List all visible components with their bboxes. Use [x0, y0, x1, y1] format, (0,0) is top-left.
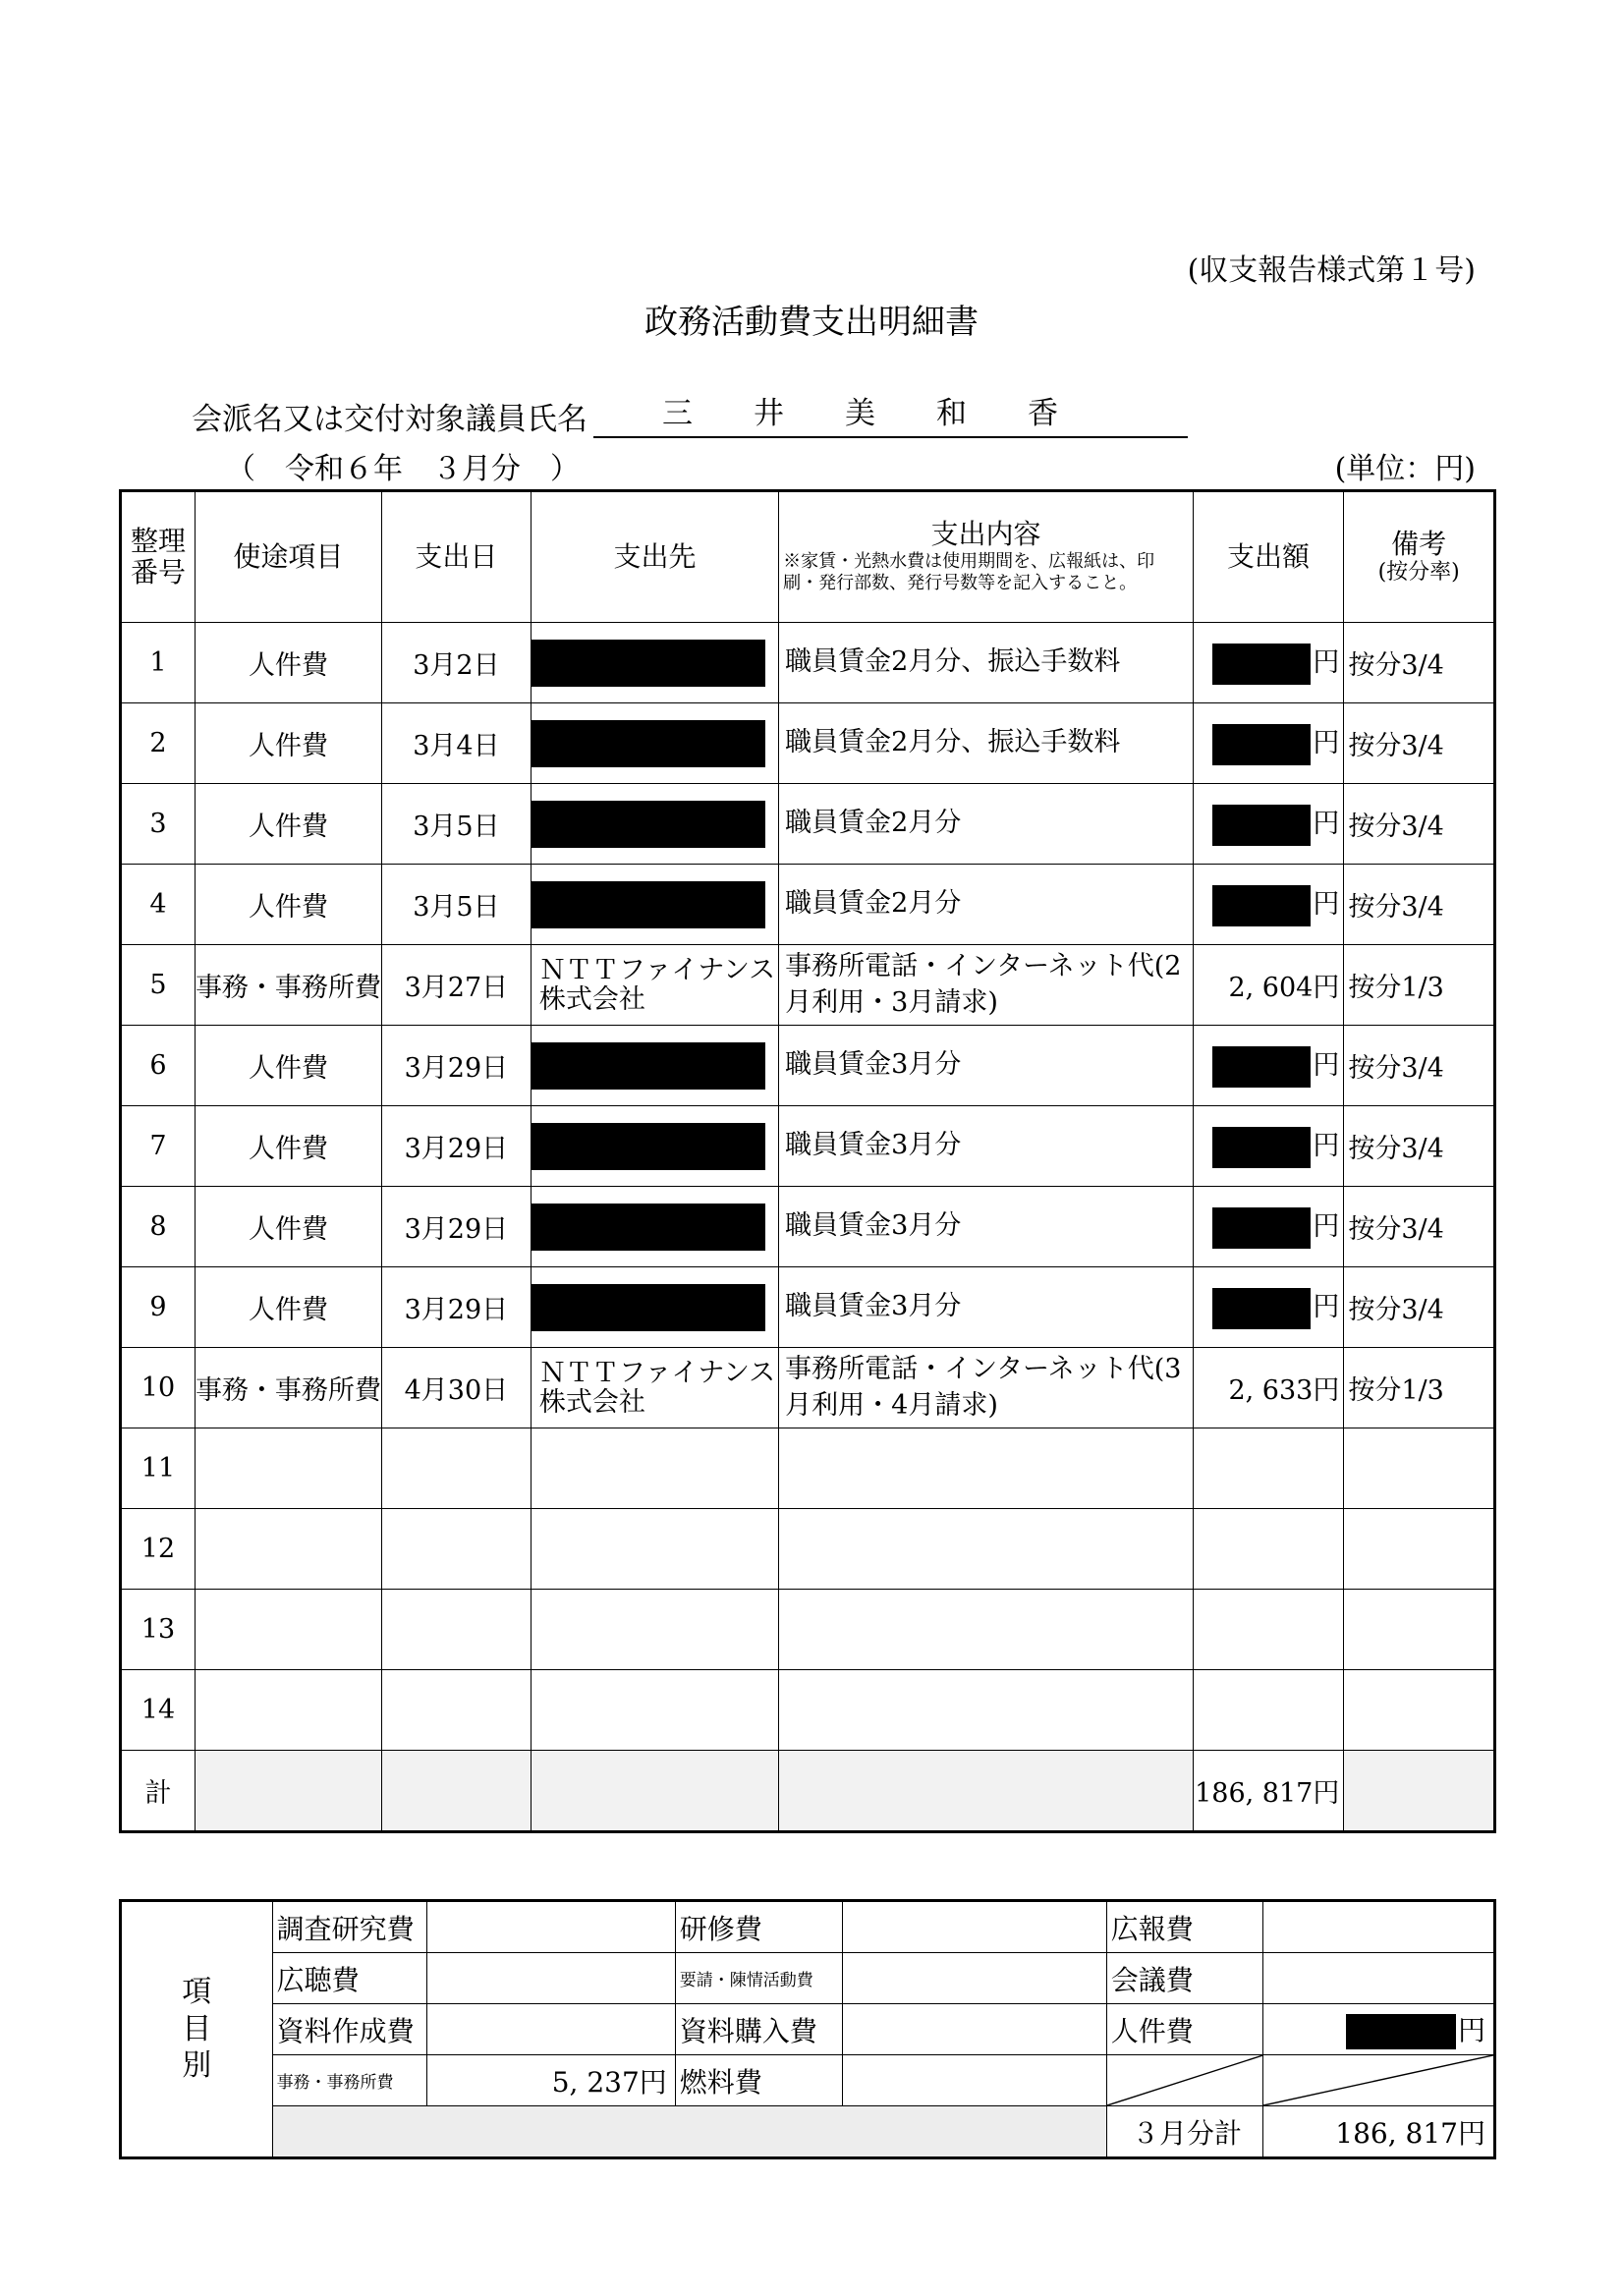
- row-note: 按分3/4: [1344, 1187, 1495, 1267]
- row-note: 按分3/4: [1344, 703, 1495, 784]
- row-amount: 円: [1193, 1026, 1344, 1106]
- table-row: [121, 1670, 1495, 1751]
- row-description: 事務所電話・インターネット代(3月利用・4月請求): [779, 1348, 1194, 1428]
- row-number: 8: [121, 1187, 196, 1267]
- row-number: 3: [121, 784, 196, 865]
- row-date: 3月5日: [381, 865, 531, 945]
- table-row: [121, 1267, 1495, 1348]
- row-payee: [531, 1187, 778, 1267]
- table-row: [121, 1348, 1495, 1428]
- row-payee: [531, 623, 778, 703]
- table-row: [121, 945, 1495, 1026]
- report-period: （ 令和６年 ３月分 ）: [226, 452, 580, 486]
- row-number: 12: [121, 1509, 196, 1590]
- row-item: [195, 1509, 381, 1590]
- summary-personnel-value: 円: [1263, 2004, 1495, 2055]
- summary-label: 人件費: [1106, 2004, 1263, 2055]
- row-description: 職員賃金3月分: [779, 1026, 1194, 1106]
- row-description: [779, 1670, 1194, 1751]
- row-date: 3月27日: [381, 945, 531, 1026]
- row-note: 按分1/3: [1344, 945, 1495, 1026]
- row-payee: [531, 865, 778, 945]
- row-date: [381, 1428, 531, 1509]
- row-number: 10: [121, 1348, 196, 1428]
- summary-label: 調査研究費: [272, 1901, 427, 1953]
- row-description: 職員賃金2月分、振込手数料: [779, 623, 1194, 703]
- document-title: 政務活動費支出明細書: [644, 303, 979, 342]
- row-number: 7: [121, 1106, 196, 1187]
- row-item: 事務・事務所費: [195, 1348, 381, 1428]
- row-date: 3月2日: [381, 623, 531, 703]
- redaction-block: [1212, 1288, 1311, 1329]
- summary-row: [121, 1953, 1495, 2004]
- row-payee: [531, 1106, 778, 1187]
- redaction-block: [1212, 1207, 1311, 1249]
- table-row: [121, 784, 1495, 865]
- row-number: 2: [121, 703, 196, 784]
- redaction-block: [1212, 1127, 1311, 1168]
- summary-label: 要請・陳情活動費: [675, 1953, 842, 2004]
- member-name-row: [192, 388, 1188, 438]
- row-item: [195, 1428, 381, 1509]
- summary-label: 事務・事務所費: [272, 2055, 427, 2106]
- month-total-value: 186, 817円: [1263, 2106, 1495, 2158]
- header-note-sub: (按分率): [1377, 560, 1460, 586]
- row-note: 按分3/4: [1344, 623, 1495, 703]
- form-number: (収支報告様式第１号): [1187, 253, 1476, 288]
- summary-label: 燃料費: [675, 2055, 842, 2106]
- summary-label: 会議費: [1106, 1953, 1263, 2004]
- row-date: [381, 1590, 531, 1670]
- row-note: [1344, 1670, 1495, 1751]
- row-note: [1344, 1509, 1495, 1590]
- summary-label: 広報費: [1106, 1901, 1263, 1953]
- month-total-label: ３月分計: [1106, 2106, 1263, 2158]
- row-item: 人件費: [195, 703, 381, 784]
- row-item: 人件費: [195, 1026, 381, 1106]
- row-date: 3月29日: [381, 1026, 531, 1106]
- table-header-row: [121, 491, 1495, 623]
- row-date: [381, 1509, 531, 1590]
- header-description: [779, 491, 1194, 623]
- row-number: 13: [121, 1590, 196, 1670]
- summary-label: 資料購入費: [675, 2004, 842, 2055]
- redaction-block: [1212, 644, 1311, 685]
- diagonal-blank-cell: [1106, 2055, 1263, 2106]
- row-payee: [531, 1428, 778, 1509]
- row-number: 5: [121, 945, 196, 1026]
- row-number: 1: [121, 623, 196, 703]
- row-payee: [531, 1026, 778, 1106]
- row-amount: 円: [1193, 865, 1344, 945]
- table-row: [121, 1509, 1495, 1590]
- summary-label: 資料作成費: [272, 2004, 427, 2055]
- redaction-block: [532, 801, 765, 848]
- summary-row: [121, 1901, 1495, 1953]
- table-row: [121, 1590, 1495, 1670]
- table-row: [121, 1106, 1495, 1187]
- row-item: [195, 1590, 381, 1670]
- summary-value: [427, 1953, 675, 2004]
- redaction-block: [532, 881, 765, 928]
- row-amount: 円: [1193, 1106, 1344, 1187]
- header-description-main: 支出内容: [930, 518, 1041, 551]
- row-item: 人件費: [195, 1106, 381, 1187]
- row-amount: [1193, 1428, 1344, 1509]
- row-description: [779, 1428, 1194, 1509]
- total-label: 計: [121, 1751, 196, 1832]
- header-no: 整理番号: [121, 491, 196, 623]
- row-description: 事務所電話・インターネット代(2月利用・3月請求): [779, 945, 1194, 1026]
- table-row: [121, 1026, 1495, 1106]
- row-amount: [1193, 1509, 1344, 1590]
- header-payee: 支出先: [531, 491, 778, 623]
- row-date: 3月29日: [381, 1106, 531, 1187]
- summary-value: [427, 1901, 675, 1953]
- row-payee: [531, 1267, 778, 1348]
- summary-value: 5, 237円: [427, 2055, 675, 2106]
- summary-label: 広聴費: [272, 1953, 427, 2004]
- header-description-note: ※家賃・光熱水費は使用期間を、広報紙は、印刷・発行部数、発行号数等を記入すること。: [783, 550, 1155, 594]
- redaction-block: [532, 1042, 765, 1090]
- row-amount: [1193, 1590, 1344, 1670]
- row-item: 人件費: [195, 623, 381, 703]
- table-row: [121, 1428, 1495, 1509]
- expenditure-table: [119, 489, 1496, 1833]
- summary-value: [842, 2055, 1106, 2106]
- member-name-value: 三井美和香: [593, 388, 1188, 438]
- row-description: 職員賃金2月分: [779, 865, 1194, 945]
- row-date: 3月29日: [381, 1187, 531, 1267]
- row-payee: [531, 1590, 778, 1670]
- row-description: 職員賃金2月分: [779, 784, 1194, 865]
- summary-value: [1263, 1901, 1495, 1953]
- table-row: [121, 623, 1495, 703]
- table-row: [121, 703, 1495, 784]
- summary-value: [842, 1953, 1106, 2004]
- row-payee: [531, 1670, 778, 1751]
- redaction-block: [1212, 885, 1311, 926]
- total-amount: 186, 817円: [1193, 1751, 1344, 1832]
- row-number: 14: [121, 1670, 196, 1751]
- header-item: 使途項目: [195, 491, 381, 623]
- header-amount: 支出額: [1193, 491, 1344, 623]
- summary-side-label: 項 目 別: [121, 1901, 273, 2158]
- category-summary-table: [119, 1899, 1496, 2159]
- row-note: 按分3/4: [1344, 1267, 1495, 1348]
- row-number: 11: [121, 1428, 196, 1509]
- row-item: 人件費: [195, 784, 381, 865]
- summary-label: 研修費: [675, 1901, 842, 1953]
- row-item: 人件費: [195, 1267, 381, 1348]
- row-date: 3月29日: [381, 1267, 531, 1348]
- row-number: 9: [121, 1267, 196, 1348]
- row-note: [1344, 1590, 1495, 1670]
- row-payee: ＮＴＴファイナンス株式会社: [531, 945, 778, 1026]
- row-description: 職員賃金3月分: [779, 1267, 1194, 1348]
- row-number: 6: [121, 1026, 196, 1106]
- header-note: [1344, 491, 1495, 623]
- table-row: [121, 865, 1495, 945]
- row-description: 職員賃金3月分: [779, 1106, 1194, 1187]
- row-description: [779, 1509, 1194, 1590]
- summary-value: [427, 2004, 675, 2055]
- row-amount: 円: [1193, 784, 1344, 865]
- redaction-block: [532, 720, 765, 767]
- redaction-block: [532, 1284, 765, 1331]
- row-amount: 円: [1193, 1267, 1344, 1348]
- row-payee: [531, 703, 778, 784]
- redaction-block: [1212, 1046, 1311, 1088]
- redaction-block: [532, 1204, 765, 1251]
- summary-value: [1263, 1953, 1495, 2004]
- summary-row: [121, 2055, 1495, 2106]
- row-description: [779, 1590, 1194, 1670]
- row-note: 按分1/3: [1344, 1348, 1495, 1428]
- member-name-label: 会派名又は交付対象議員氏名: [192, 402, 588, 437]
- row-number: 4: [121, 865, 196, 945]
- row-note: 按分3/4: [1344, 1106, 1495, 1187]
- redaction-block: [1212, 724, 1311, 765]
- total-row: [121, 1751, 1495, 1832]
- row-item: 人件費: [195, 865, 381, 945]
- row-note: [1344, 1428, 1495, 1509]
- redaction-block: [1346, 2014, 1456, 2049]
- header-date: 支出日: [381, 491, 531, 623]
- row-item: 事務・事務所費: [195, 945, 381, 1026]
- row-description: 職員賃金3月分: [779, 1187, 1194, 1267]
- unit-label: (単位：円): [1334, 452, 1476, 486]
- summary-row: [121, 2004, 1495, 2055]
- redaction-block: [532, 1123, 765, 1170]
- table-row: [121, 1187, 1495, 1267]
- diagonal-blank-cell: [1263, 2055, 1495, 2106]
- redaction-block: [1212, 805, 1311, 846]
- header-note-main: 備考: [1391, 528, 1447, 561]
- summary-total-row: [121, 2106, 1495, 2158]
- row-payee: [531, 784, 778, 865]
- row-note: 按分3/4: [1344, 1026, 1495, 1106]
- row-description: 職員賃金2月分、振込手数料: [779, 703, 1194, 784]
- row-amount: [1193, 1670, 1344, 1751]
- row-amount: 円: [1193, 623, 1344, 703]
- row-note: 按分3/4: [1344, 784, 1495, 865]
- summary-value: [842, 2004, 1106, 2055]
- row-item: [195, 1670, 381, 1751]
- row-date: 3月4日: [381, 703, 531, 784]
- row-payee: [531, 1509, 778, 1590]
- row-note: 按分3/4: [1344, 865, 1495, 945]
- summary-value: [842, 1901, 1106, 1953]
- row-amount: 円: [1193, 1187, 1344, 1267]
- row-amount: 円: [1193, 703, 1344, 784]
- redaction-block: [532, 640, 765, 687]
- row-date: 4月30日: [381, 1348, 531, 1428]
- row-amount: 2, 604円: [1193, 945, 1344, 1026]
- row-date: [381, 1670, 531, 1751]
- row-item: 人件費: [195, 1187, 381, 1267]
- row-date: 3月5日: [381, 784, 531, 865]
- row-payee: ＮＴＴファイナンス株式会社: [531, 1348, 778, 1428]
- row-amount: 2, 633円: [1193, 1348, 1344, 1428]
